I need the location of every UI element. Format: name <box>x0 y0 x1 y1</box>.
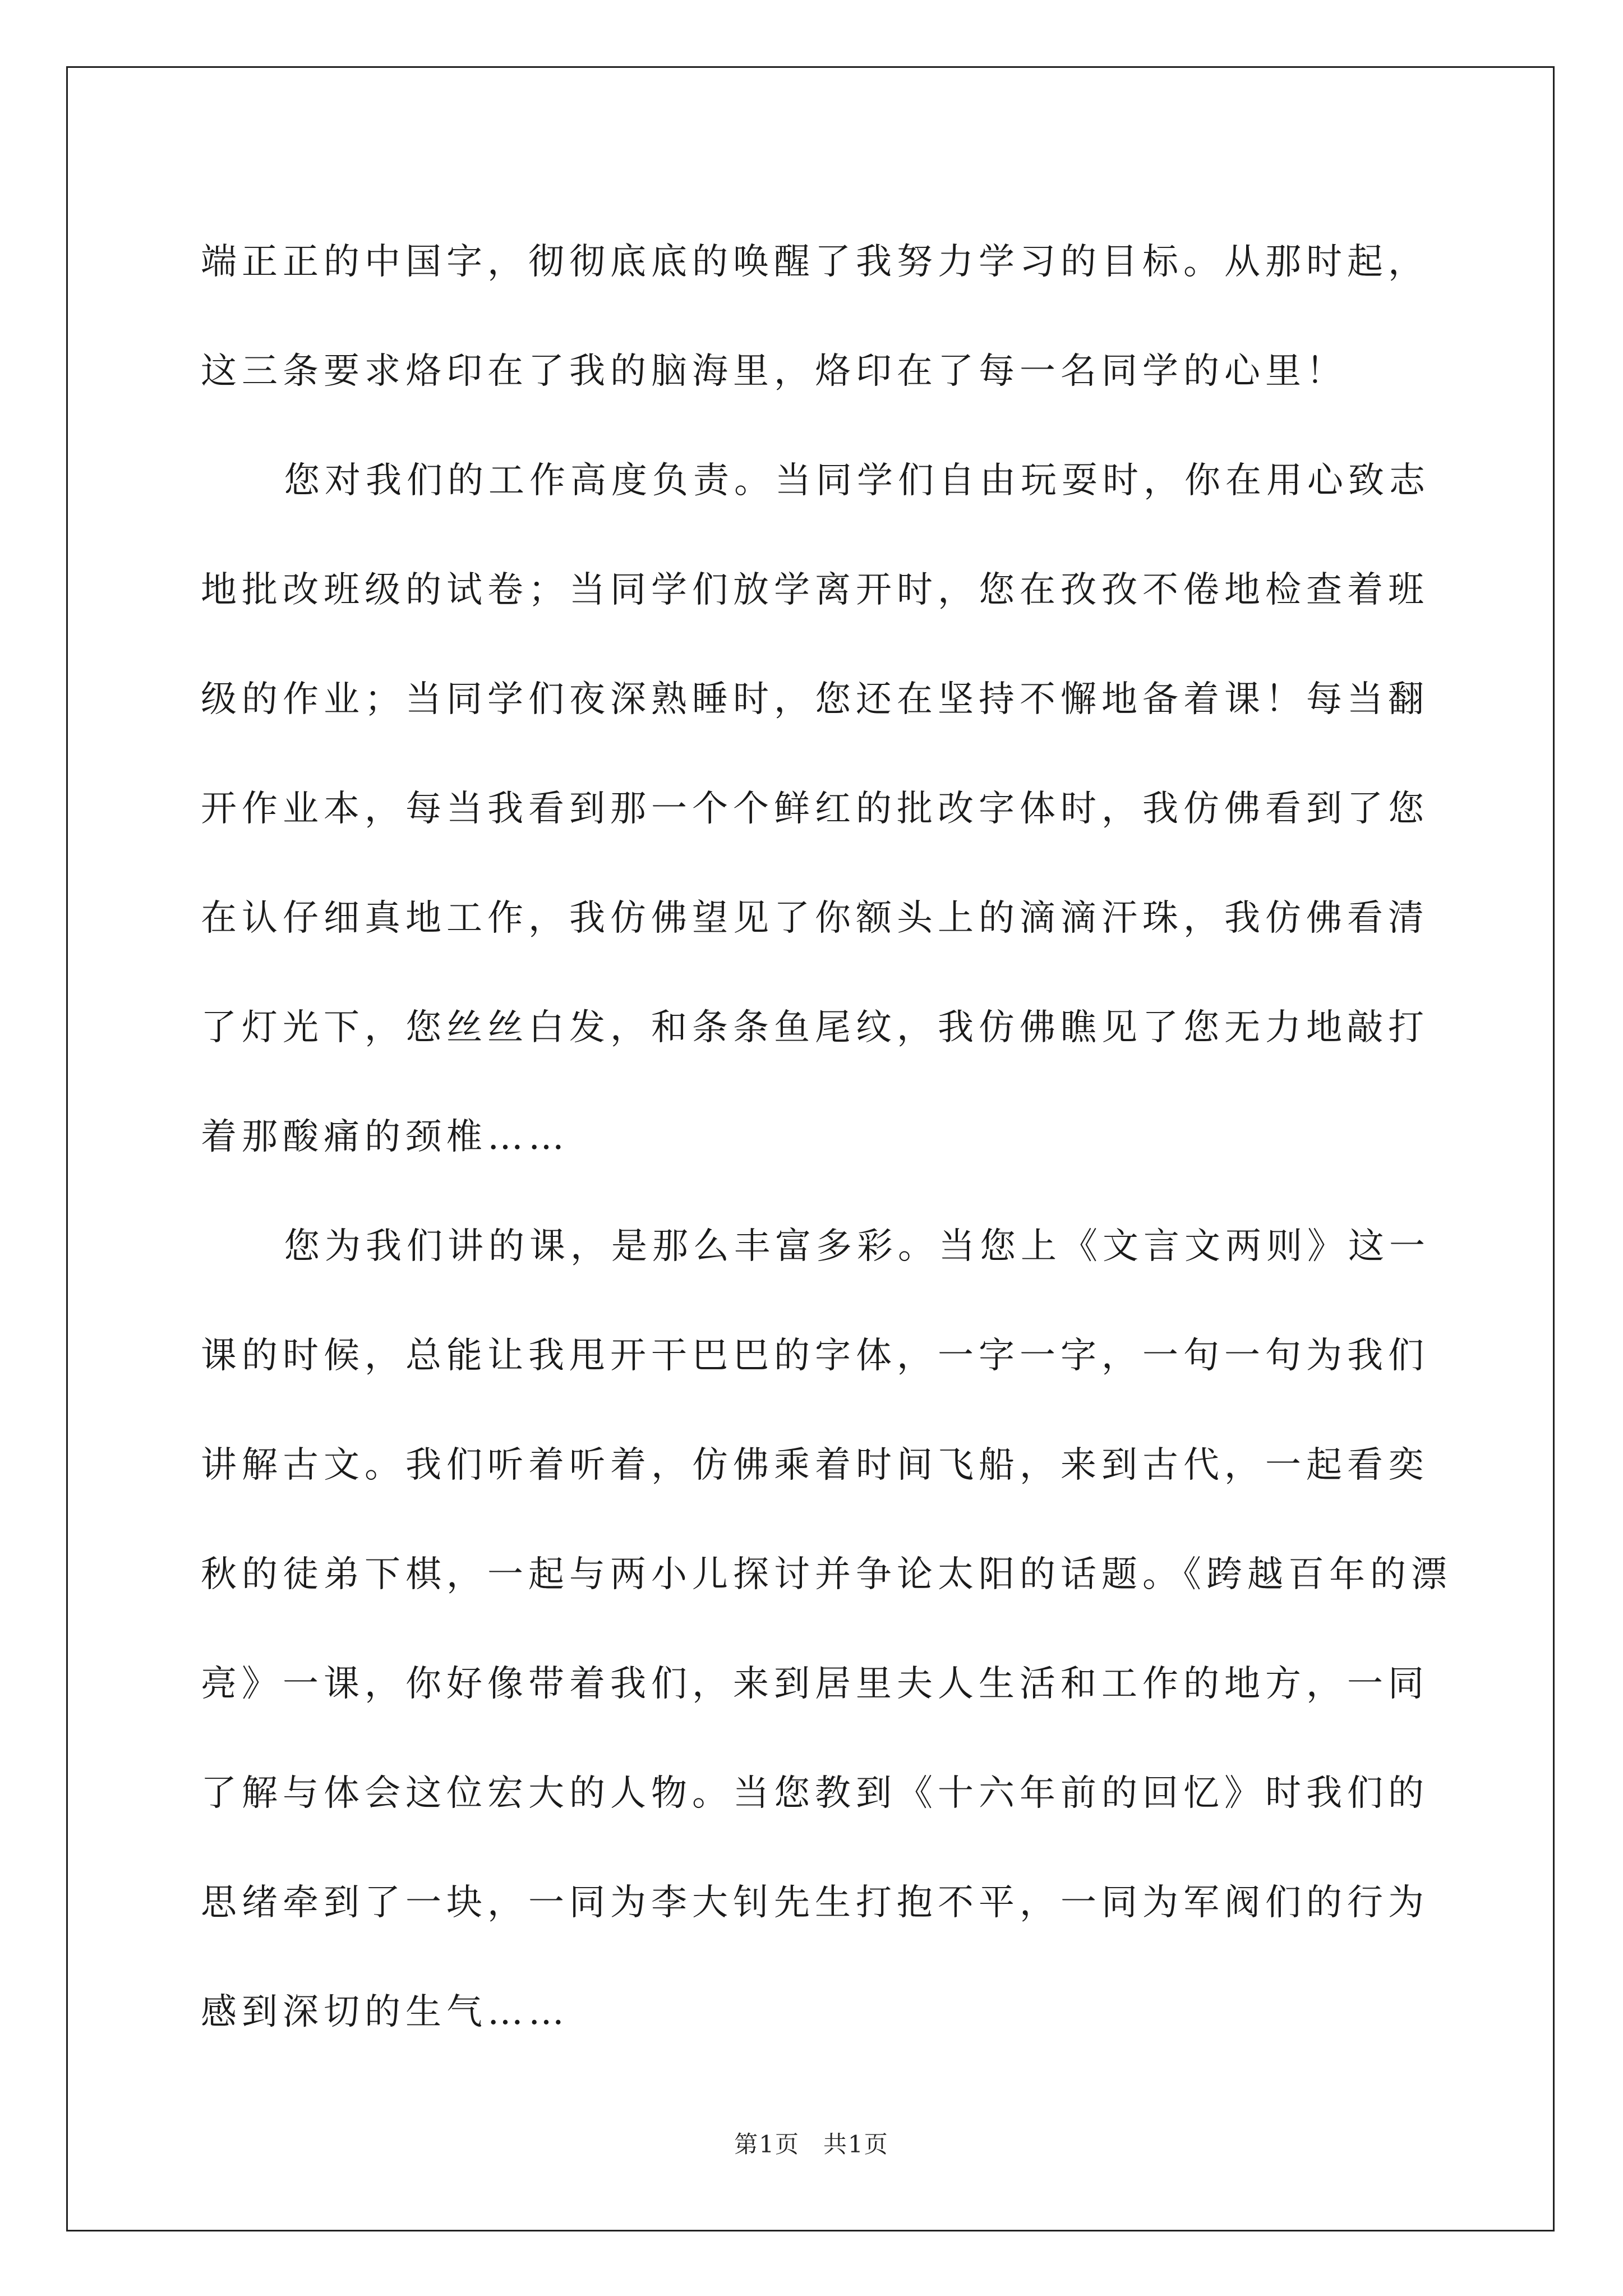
text-line: 这三条要求烙印在了我的脑海里，烙印在了每一名同学的心里！ <box>201 351 1347 392</box>
text-line: 级的作业；当同学们夜深熟睡时，您还在坚持不懈地备着课！每当翻 <box>201 679 1429 720</box>
text-line: 在认仔细真地工作，我仿佛望见了你额头上的滴滴汗珠，我仿佛看清 <box>201 898 1429 939</box>
text-line: 思绪牵到了一块，一同为李大钊先生打抱不平，一同为军阀们的行为 <box>201 1882 1429 1924</box>
text-line: 秋的徒弟下棋，一起与两小儿探讨并争论太阳的话题。《跨越百年的漂 <box>201 1554 1452 1595</box>
text-line: 了灯光下，您丝丝白发，和条条鱼尾纹，我仿佛瞧见了您无力地敲打 <box>201 1007 1429 1048</box>
paragraph-start-line: 您为我们讲的课，是那么丰富多彩。当您上《文言文两则》这一 <box>284 1226 1430 1267</box>
text-line: 了解与体会这位宏大的人物。当您教到《十六年前的回忆》时我们的 <box>201 1773 1429 1814</box>
page-total: 共1页 <box>823 2131 889 2158</box>
text-line: 着那酸痛的颈椎…… <box>201 1116 569 1158</box>
text-line: 端正正的中国字，彻彻底底的唤醒了我努力学习的目标。从那时起， <box>201 241 1429 283</box>
text-line: 感到深切的生气…… <box>201 1991 569 2033</box>
page-number: 第1页 <box>734 2131 800 2158</box>
text-line: 地批改班级的试卷；当同学们放学离开时，您在孜孜不倦地检查着班 <box>201 569 1429 611</box>
text-line: 课的时候，总能让我甩开干巴巴的字体，一字一字，一句一句为我们 <box>201 1335 1429 1377</box>
page-footer <box>0 2126 1623 2160</box>
document-body <box>201 208 1452 2067</box>
text-line: 亮》一课，你好像带着我们，来到居里夫人生活和工作的地方，一同 <box>201 1663 1429 1705</box>
paragraph-start-line: 您对我们的工作高度负责。当同学们自由玩耍时，你在用心致志 <box>284 460 1430 501</box>
text-line: 开作业本，每当我看到那一个个鲜红的批改字体时，我仿佛看到了您 <box>201 788 1429 830</box>
text-line: 讲解古文。我们听着听着，仿佛乘着时间飞船，来到古代，一起看奕 <box>201 1444 1429 1486</box>
